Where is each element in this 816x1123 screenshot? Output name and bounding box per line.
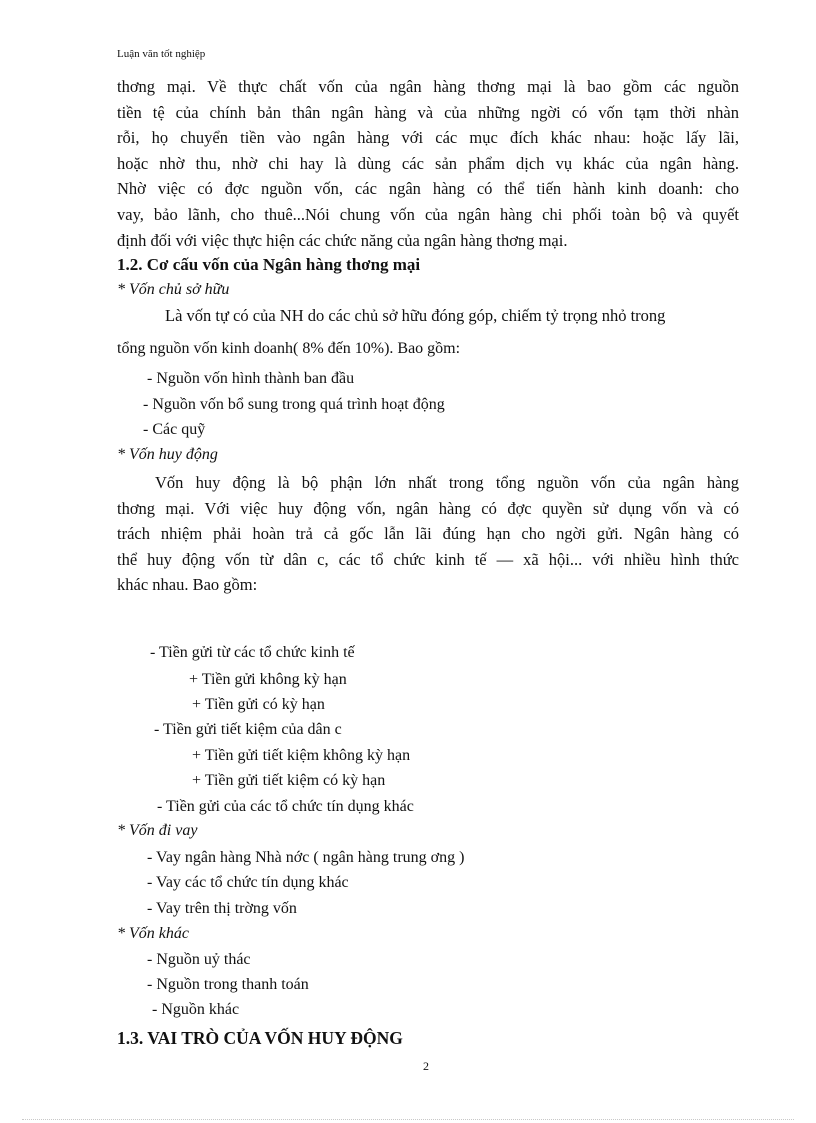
list-item: - Tiền gửi tiết kiệm của dân c [154, 721, 342, 738]
paragraph-line: tiền tệ của chính bản thân ngân hàng và của những ngời có vốn tạm thời nhàn [117, 102, 739, 122]
paragraph-line: trách nhiệm phải hoàn trả cả gốc lẫn lãi đúng hạn cho ngời gửi. Ngân hàng có [117, 524, 739, 544]
own-capital-text: tổng nguồn vốn kinh doanh( 8% đến 10%). Bao gồm: [117, 340, 461, 357]
subsection-title-own-capital: * Vốn chủ sở hữu [117, 281, 230, 298]
list-item: - Nguồn uỷ thác [147, 951, 251, 968]
paragraph-line: thơng mại. Với việc huy động vốn, ngân hàng có đợc quyền sử dụng vốn và có [117, 498, 739, 518]
list-item: - Nguồn trong thanh toán [147, 976, 309, 993]
footer-dotted-rule [22, 1119, 794, 1120]
paragraph-line: thơng mại. Về thực chất vốn của ngân hàng thơng mại là bao gồm các nguồn [117, 77, 739, 96]
paragraph-line: hoặc nhờ thu, nhờ chi hay là dùng các sản phẩm dịch vụ khác của ngân hàng. [117, 153, 739, 173]
paragraph-line: Nhờ việc có đợc nguồn vốn, các ngân hàng có thể tiến hành kinh doanh: cho [117, 179, 739, 199]
paragraph-line: định đối với việc thực hiện các chức năng của ngân hàng thơng mại. [117, 230, 568, 250]
list-item: - Các quỹ [143, 421, 206, 438]
list-item: - Vay trên thị trờng vốn [147, 900, 297, 917]
paragraph-line: vay, bảo lãnh, cho thuê...Nói chung vốn của ngân hàng chi phối toàn bộ và quyết [117, 204, 739, 224]
subsection-title-mobilized: * Vốn huy động [117, 446, 218, 463]
list-item: + Tiền gửi không kỳ hạn [189, 671, 347, 688]
list-item: + Tiền gửi tiết kiệm không kỳ hạn [192, 747, 411, 764]
own-capital-text: Là vốn tự có của NH do các chủ sở hữu đóng góp, chiếm tỷ trọng nhỏ trong [165, 306, 666, 325]
paragraph-line: rỗi, họ chuyển tiền vào ngân hàng với các mục đích khác nhau: hoặc lấy lãi, [117, 128, 739, 148]
list-item: - Vay các tổ chức tín dụng khác [147, 874, 349, 891]
list-item: - Nguồn vốn hình thành ban đầu [147, 370, 355, 387]
mobilized-paragraph [117, 470, 739, 598]
list-item: + Tiền gửi có kỳ hạn [192, 696, 325, 713]
section-heading-1-3: 1.3. VAI TRÒ CỦA VỐN HUY ĐỘNG [117, 1028, 403, 1048]
subsection-title-borrowed: * Vốn đi vay [117, 822, 198, 839]
paragraph-line: thể huy động vốn từ dân c, các tổ chức kinh tế — xã hội... với nhiều hình thức [117, 549, 739, 569]
section-heading-1-2: 1.2. Cơ cấu vốn của Ngân hàng thơng mại [117, 255, 421, 274]
subsection-title-other: * Vốn khác [117, 925, 189, 942]
list-item: + Tiền gửi tiết kiệm có kỳ hạn [192, 772, 386, 789]
paragraph-line: Vốn huy động là bộ phận lớn nhất trong tổng nguồn vốn của ngân hàng [155, 473, 739, 492]
paragraph-line: khác nhau. Bao gồm: [117, 575, 258, 595]
intro-paragraph [117, 74, 739, 253]
list-item: - Nguồn vốn bổ sung trong quá trình hoạt động [143, 396, 445, 413]
list-item: - Tiền gửi của các tổ chức tín dụng khác [157, 798, 414, 815]
list-item: - Nguồn khác [152, 1001, 240, 1018]
list-item: - Tiền gửi từ các tổ chức kinh tế [150, 644, 355, 661]
running-header: Luận văn tốt nghiệp [117, 48, 206, 60]
page-number: 2 [423, 1059, 429, 1073]
list-item: - Vay ngân hàng Nhà nớc ( ngân hàng trung ơng ) [147, 849, 465, 866]
